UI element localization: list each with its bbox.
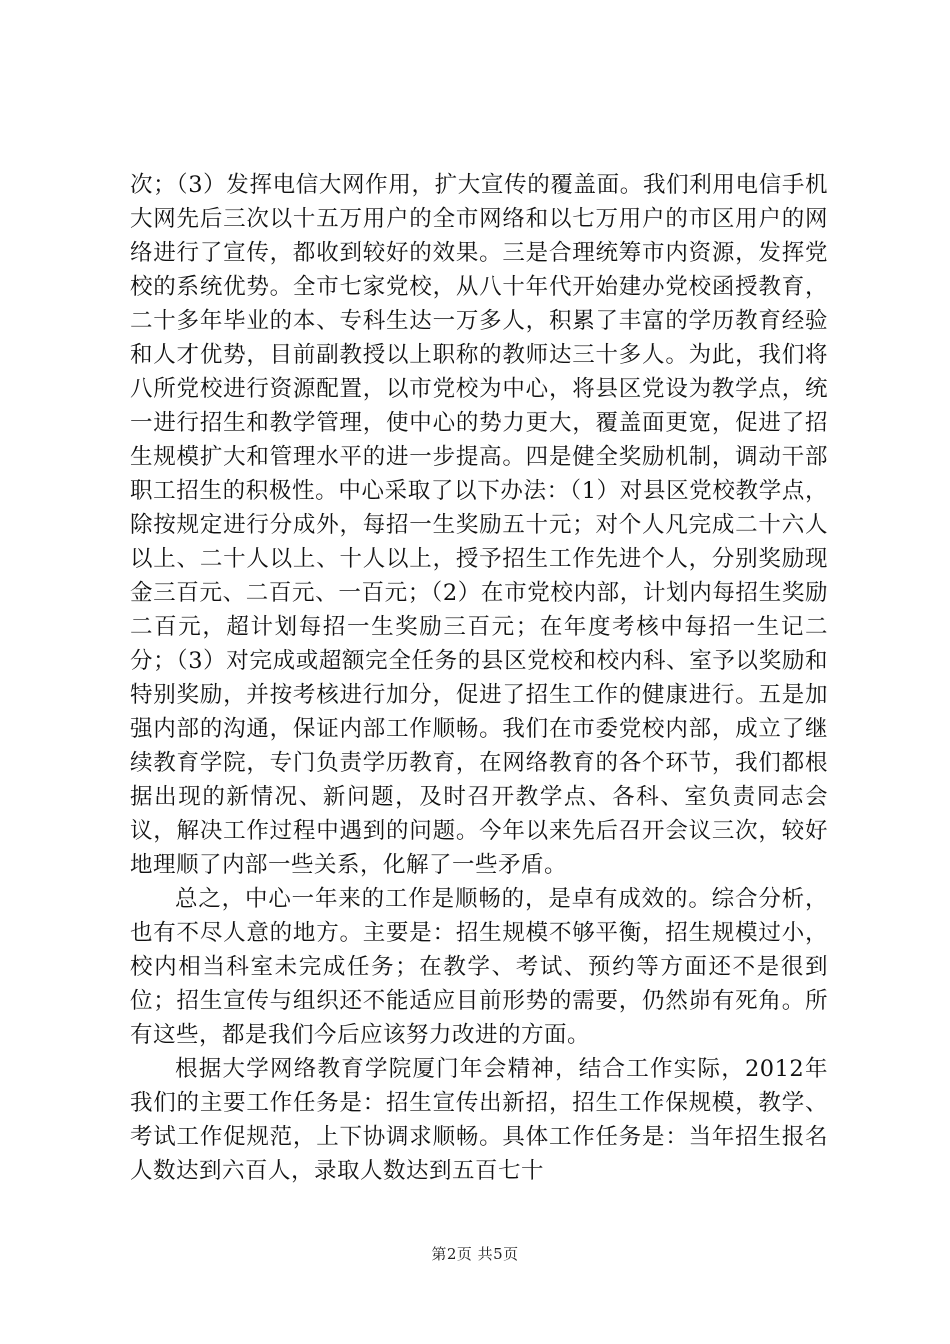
page-number-footer: 第2页 共5页: [431, 1245, 519, 1263]
document-body: [130, 168, 828, 1188]
paragraph-plan: 根据大学网络教育学院厦门年会精神，结合工作实际，2012年我们的主要工作任务是：招生宣传出新招，招生工作保规模，教学、考试工作促规范，上下协调求顺畅。具体工作任务是：当年招生报名人数达到六百人，录取人数达到五百七十: [130, 1056, 828, 1184]
paragraph-continued: 次；（3）发挥电信大网作用，扩大宣传的覆盖面。我们利用电信手机大网先后三次以十五万用户的全市网络和以七万用户的市区用户的网络进行了宣传，都收到较好的效果。三是合理统筹市内资源，发挥党校的系统优势。全市七家党校，从八十年代开始建办党校函授教育，二十多年毕业的本、专科生达一万多人，积累了丰富的学历教育经验和人才优势，目前副教授以上职称的教师达三十多人。为此，我们将八所党校进行资源配置，以市党校为中心，将县区党设为教学点，统一进行招生和教学管理，使中心的势力更大，覆盖面更宽，促进了招生规模扩大和管理水平的进一步提高。四是健全奖励机制，调动干部职工招生的积极性。中心采取了以下办法：（1）对县区党校教学点，除按规定进行分成外，每招一生奖励五十元；对个人凡完成二十六人以上、二十人以上、十人以上，授予招生工作先进个人，分别奖励现金三百元、二百元、一百元；（2）在市党校内部，计划内每招生奖励二百元，超计划每招一生奖励三百元；在年度考核中每招一生记二分；（3）对完成或超额完全任务的县区党校和校内科、室予以奖励和特别奖励，并按考核进行加分，促进了招生工作的健康进行。五是加强内部的沟通，保证内部工作顺畅。我们在市委党校内部，成立了继续教育学院，专门负责学历教育，在网络教育的各个环节，我们都根据出现的新情况、新问题，及时召开教学点、各科、室负责同志会议，解决工作过程中遇到的问题。今年以来先后召开会议三次，较好地理顺了内部一些关系，化解了一些矛盾。: [130, 172, 828, 878]
paragraph-summary: 总之，中心一年来的工作是顺畅的，是卓有成效的。综合分析，也有不尽人意的地方。主要是：招生规模不够平衡，招生规模过小，校内相当科室未完成任务；在教学、考试、预约等方面还不是很到位；招生宣传与组织还不能适应目前形势的需要，仍然峁有死角。所有这些，都是我们今后应该努力改进的方面。: [130, 886, 828, 1048]
